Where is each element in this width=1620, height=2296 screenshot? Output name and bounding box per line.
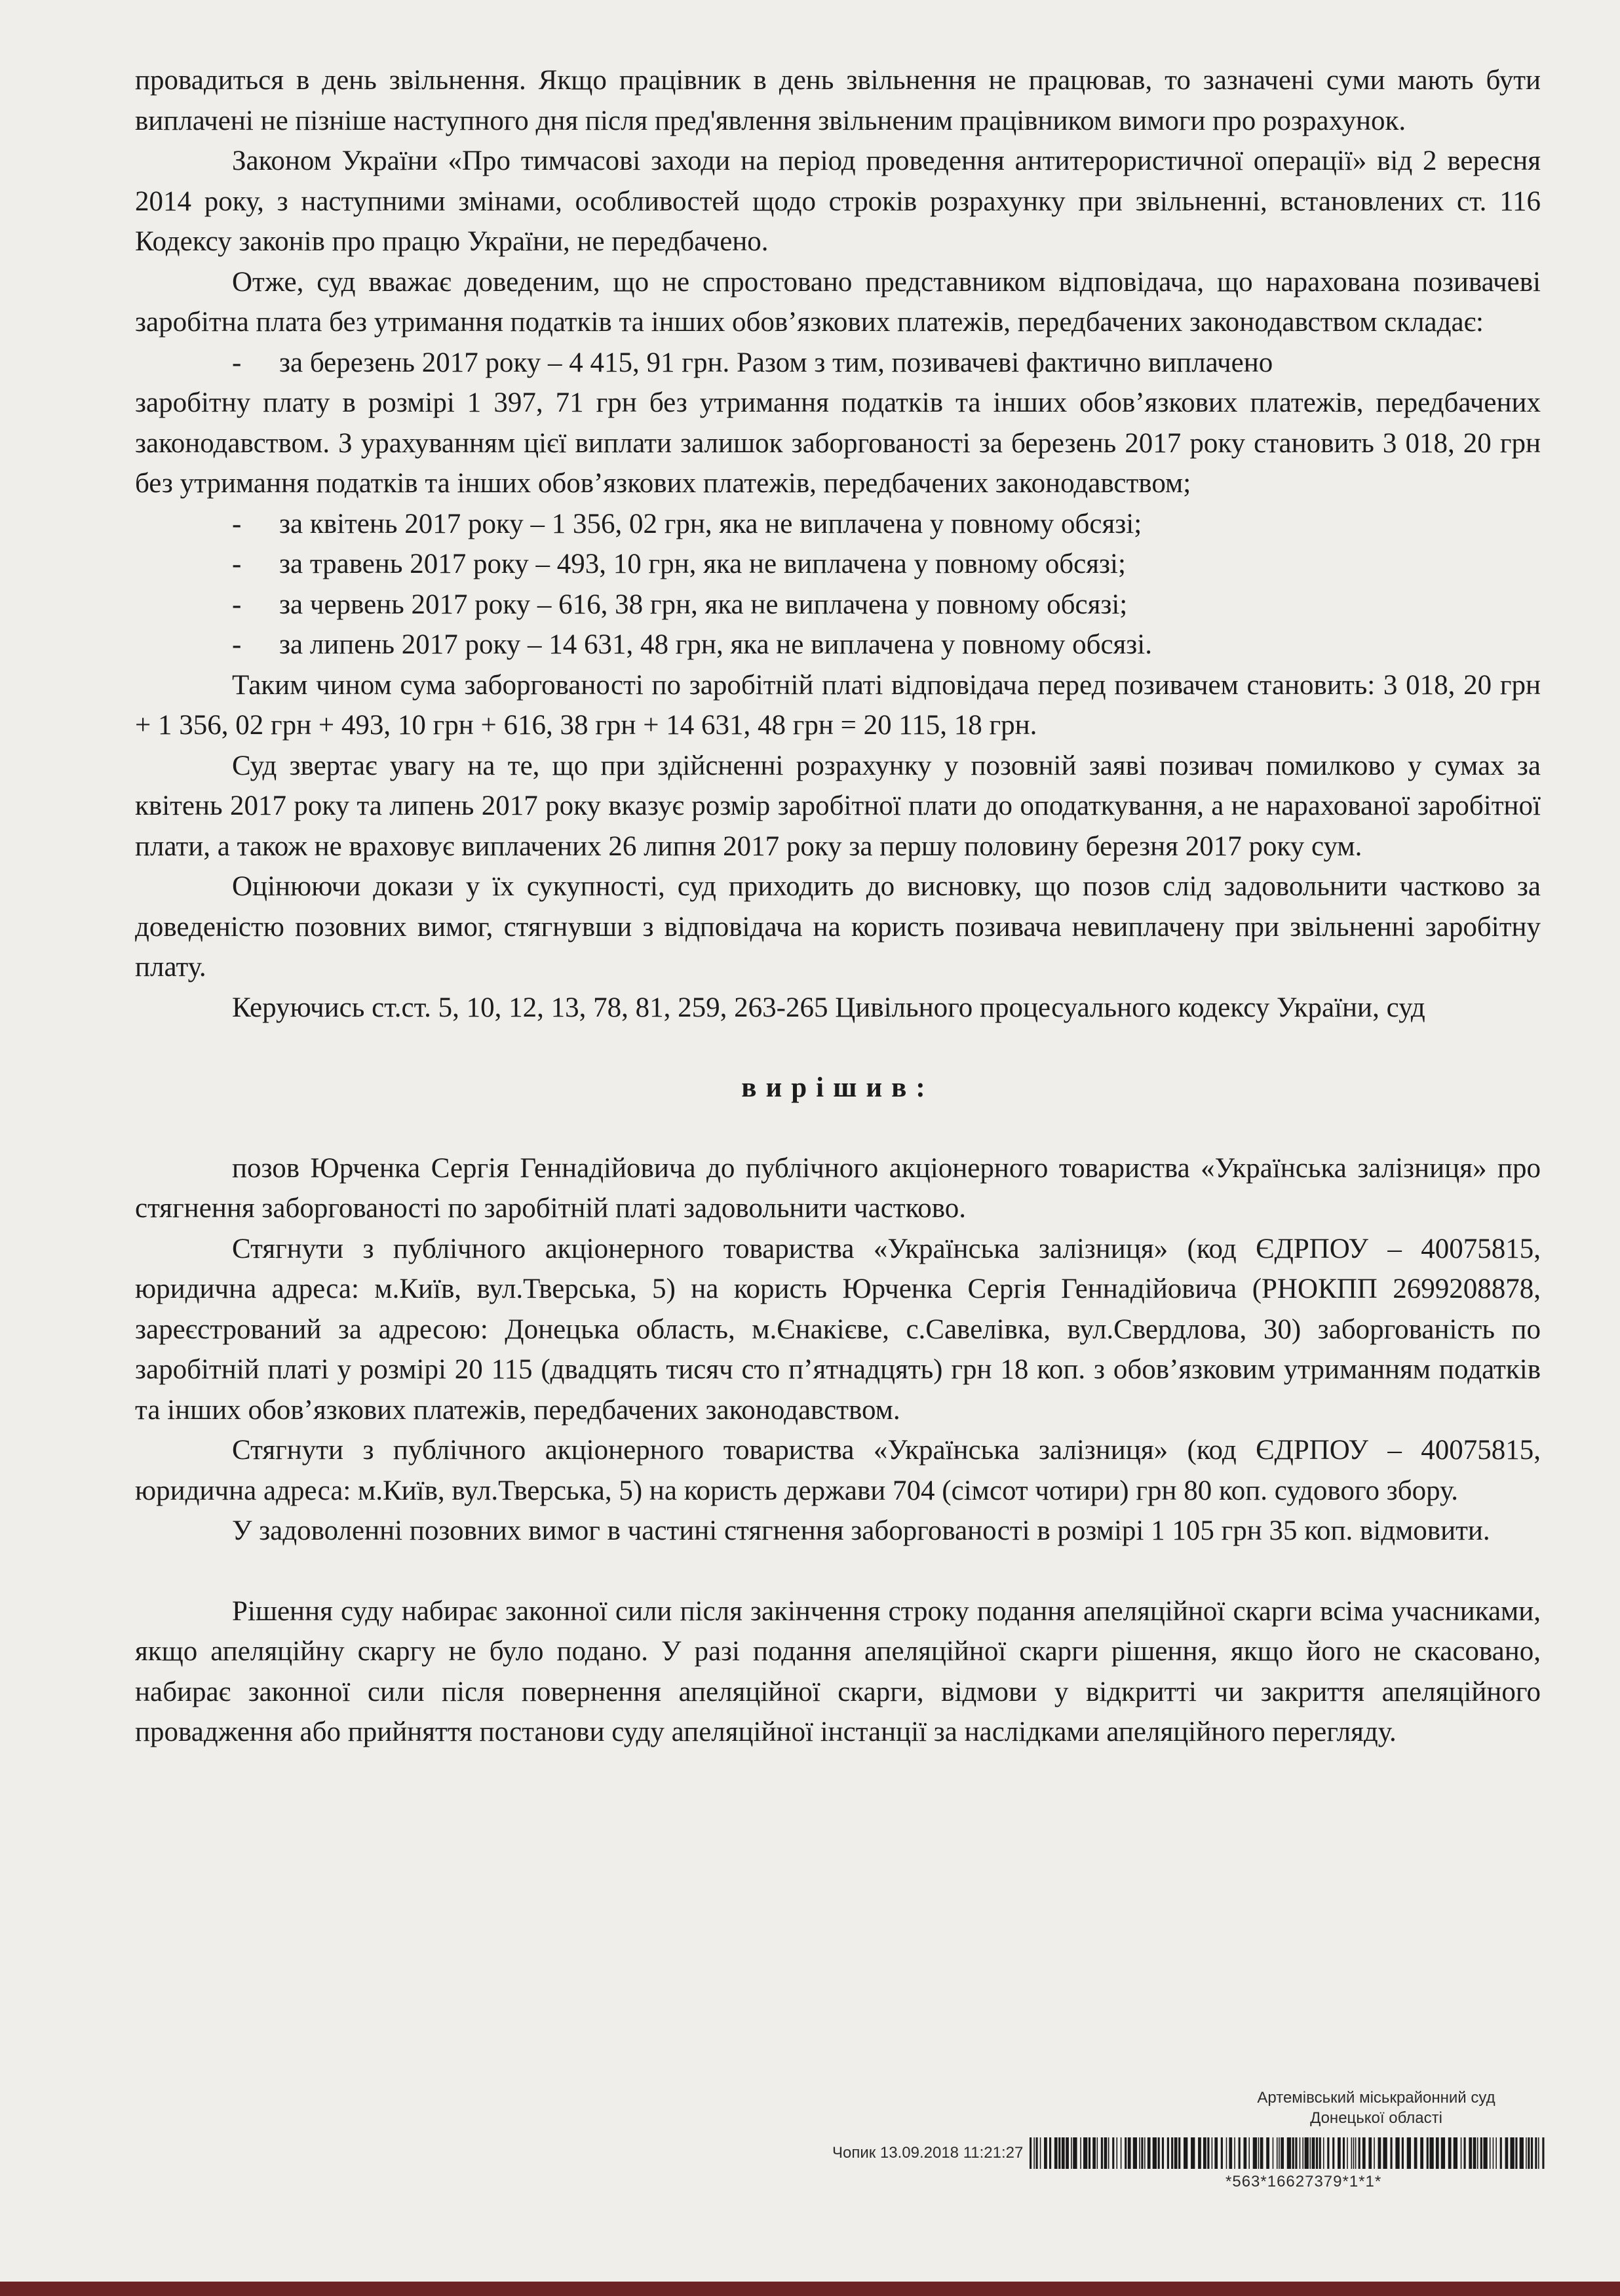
barcode-bar: [1535, 2137, 1537, 2169]
barcode-bar: [1323, 2137, 1324, 2169]
barcode-bar: [1477, 2137, 1478, 2169]
barcode-bar: [1305, 2137, 1309, 2169]
spacer: [135, 1108, 1541, 1148]
paragraph: Оцінюючи докази у їх сукупності, суд приходить до висновку, що позов слід задовольнити частково за доведеністю позовних вимог, стягнувши з відповідача на користь позивача невиплачену при звільненні заробітну плату.: [135, 871, 1541, 983]
barcode-bar: [1353, 2137, 1355, 2169]
list-dash: -: [232, 508, 242, 539]
barcode-bar: [1396, 2137, 1400, 2169]
sheet-edge: [0, 2282, 1620, 2296]
barcode-bar: [1054, 2137, 1058, 2169]
barcode-bar: [1212, 2137, 1213, 2169]
final-paragraph: Рішення суду набирає законної сили після закінчення строку подання апеляційної скарги всіма учасниками, якщо апеляційну скаргу не було подано. У разі подання апеляційної скарги рішення, якщо його не скасовано, набирає законної сили після повернення апеляційної скарги, відмови у відкритті чи закриття апеляційного провадження або прийняття постанови суду апеляційної інстанції за наслідками апеляційного перегляду.: [135, 1595, 1541, 1747]
barcode-bar: [1059, 2137, 1061, 2169]
barcode-bar: [1543, 2137, 1545, 2169]
list-item: [135, 544, 1541, 585]
barcode-bar: [1153, 2137, 1157, 2169]
barcode-bar: [1221, 2137, 1223, 2169]
barcode-bar: [1162, 2137, 1164, 2169]
barcode-bar: [1516, 2137, 1518, 2169]
barcode-bar: [1174, 2137, 1178, 2169]
barcode-bar: [1133, 2137, 1137, 2169]
barcode-bar: [1273, 2137, 1274, 2169]
barcode-bar: [1158, 2137, 1160, 2169]
decision-paragraph: У задоволенні позовних вимог в частині стягнення заборгованості в розмірі 1 105 грн 35 коп. відмовити.: [232, 1515, 1490, 1546]
list-dash: -: [232, 549, 242, 579]
spacer: [135, 1551, 1541, 1591]
barcode-bar: [1480, 2137, 1482, 2169]
barcode-bar: [1355, 2137, 1357, 2169]
list-dash: -: [232, 629, 242, 660]
barcode-icon: [1030, 2137, 1547, 2169]
barcode-bar: [1374, 2137, 1376, 2169]
barcode-bar: [1441, 2137, 1445, 2169]
barcode-bar: [1034, 2137, 1035, 2169]
barcode-bar: [1430, 2137, 1434, 2169]
barcode-bar: [1292, 2137, 1294, 2169]
list-item: [135, 625, 1541, 665]
barcode-bar: [1101, 2137, 1103, 2169]
paragraph: Отже, суд вважає доведеним, що не спростовано представником відповідача, що нарахована позивачеві заробітна плата без утримання податків та інших обов’язкових платежів, передбачених законодавством складає:: [135, 266, 1541, 338]
barcode-bar: [1303, 2137, 1304, 2169]
stamp-meta: Чопик 13.09.2018 11:21:27: [832, 2144, 1024, 2162]
paragraph: Законом України «Про тимчасові заходи на період проведення антитерористичної операції» від 2 вересня 2014 року, з наступними змінами, особливостей щодо строків розрахунку при звільненні, встановлених ст. 116 Кодексу законів про працю України, не передбачено.: [135, 146, 1541, 257]
decision-paragraph: Стягнути з публічного акціонерного товариства «Українська залізниця» (код ЄДРПОУ – 40075815, юридична адреса: м.Київ, вул.Тверська, 5) на користь Юрченка Сергія Геннадійовича (РНОКПП 2699208878, зареєстрований за адресою: Донецька область, м.Єнакієве, с.Савелівка, вул.Свердлова, 30) заборгованість по заробітній платі у розмірі 20 115 (двадцять тисяч сто п’ятнадцять) грн 18 коп. з обов’язковим утриманням податків та інших обов’язкових платежів, передбачених законодавством.: [135, 1233, 1541, 1426]
barcode-bar: [1049, 2137, 1051, 2169]
barcode-bar: [1338, 2137, 1341, 2169]
barcode-bar: [1142, 2137, 1144, 2169]
list-item-continuation: заробітну плату в розмірі 1 397, 71 грн без утримання податків та інших обов’язкових платежів, передбачених законодавством. З урахуванням цієї виплати залишок заборгованості за березень 2017 року становить 3 018, 20 грн без утримання податків та інших обов’язкових платежів, передбачених законодавством;: [135, 387, 1541, 499]
barcode-bar: [1402, 2137, 1404, 2169]
barcode-bar: [1500, 2137, 1502, 2169]
barcode-bar: [1343, 2137, 1345, 2169]
barcode-bar: [1407, 2137, 1411, 2169]
barcode-bar: [1469, 2137, 1473, 2169]
barcode-bar: [1421, 2137, 1424, 2169]
list-item: [135, 343, 1541, 383]
court-stamp: [832, 2088, 1547, 2225]
barcode-bar: [1279, 2137, 1280, 2169]
barcode-bar: [1258, 2137, 1260, 2169]
paragraph: провадиться в день звільнення. Якщо працівник в день звільнення не працював, то зазначені суми мають бути виплачені не пізніше наступного дня після пред'явлення звільненим працівником вимоги про розрахунок.: [135, 65, 1541, 136]
barcode-bar: [1208, 2137, 1210, 2169]
court-name-line: Артемівський міськрайонний суд: [1257, 2089, 1495, 2107]
list-item-text: за квітень 2017 року – 1 356, 02 грн, яка не виплачена у повному обсязі;: [279, 508, 1142, 539]
barcode-bar: [1310, 2137, 1311, 2169]
barcode-bar: [1071, 2137, 1072, 2169]
barcode-bar: [1316, 2137, 1318, 2169]
list-item: [135, 585, 1541, 625]
barcode-bar: [1148, 2137, 1151, 2169]
barcode-bar: [1249, 2137, 1250, 2169]
barcode-bar: [1198, 2137, 1201, 2169]
barcode-bar: [1461, 2137, 1462, 2169]
barcode-bar: [1140, 2137, 1141, 2169]
barcode-bar: [1244, 2137, 1247, 2169]
barcode-bar: [1347, 2137, 1349, 2169]
barcode-bar: [1097, 2137, 1098, 2169]
barcode-bar: [1093, 2137, 1096, 2169]
barcode-bar: [1044, 2137, 1047, 2169]
barcode-bar: [1121, 2137, 1122, 2169]
barcode-bar: [1351, 2137, 1353, 2169]
barcode-bar: [1473, 2137, 1476, 2169]
barcode-bar: [1464, 2137, 1466, 2169]
barcode-bar: [1203, 2137, 1206, 2169]
barcode-bar: [1104, 2137, 1108, 2169]
barcode-bar: [1300, 2137, 1301, 2169]
paragraph: Суд звертає увагу на те, що при здійсненні розрахунку у позовній заяві позивач помилково у сумах за квітень 2017 року та липень 2017 року вказує розмір заробітної плати до оподаткування, а не нарахованої заробітної плати, а також не враховує виплачених 26 липня 2017 року за першу половину березня 2017 року сум.: [135, 750, 1541, 862]
barcode-bar: [1448, 2137, 1452, 2169]
barcode-bar: [1538, 2137, 1539, 2169]
barcode-bar: [1511, 2137, 1514, 2169]
barcode-bar: [1281, 2137, 1284, 2169]
barcode-bar: [1369, 2137, 1372, 2169]
barcode-bar: [1040, 2137, 1041, 2169]
list-item-text: за березень 2017 року – 4 415, 91 грн. Разом з тим, позивачеві фактично виплачено: [279, 347, 1273, 378]
barcode-bar: [1144, 2137, 1146, 2169]
barcode-bar: [1125, 2137, 1127, 2169]
barcode-bar: [1454, 2137, 1457, 2169]
barcode-bar: [1528, 2137, 1530, 2169]
barcode-bar: [1484, 2137, 1488, 2169]
barcode-bar: [1359, 2137, 1360, 2169]
court-name: [1206, 2088, 1547, 2128]
barcode-bar: [1108, 2137, 1109, 2169]
barcode-bar: [1215, 2137, 1218, 2169]
barcode-bar: [1383, 2137, 1387, 2169]
barcode-bar: [1493, 2137, 1494, 2169]
barcode-bar: [1531, 2137, 1533, 2169]
barcode-bar: [1277, 2137, 1278, 2169]
barcode-bar: [1391, 2137, 1393, 2169]
barcode-bar: [1117, 2137, 1118, 2169]
barcode-bar: [1066, 2137, 1070, 2169]
barcode-bar: [1171, 2137, 1173, 2169]
barcode-bar: [1062, 2137, 1065, 2169]
barcode-bar: [1520, 2137, 1524, 2169]
list-dash: -: [232, 347, 242, 378]
decision-paragraph: позов Юрченка Сергія Геннадійовича до публічного акціонерного товариства «Українська залізниця» про стягнення заборгованості по заробітній платі задовольнити частково.: [135, 1152, 1541, 1224]
list-item-text: за травень 2017 року – 493, 10 грн, яка не виплачена у повному обсязі;: [279, 549, 1126, 579]
barcode-bar: [1328, 2137, 1330, 2169]
barcode-bar: [1081, 2137, 1082, 2169]
barcode-bar: [1332, 2137, 1334, 2169]
barcode-bar: [1296, 2137, 1298, 2169]
barcode-bar: [1287, 2137, 1291, 2169]
stamp-row: [832, 2133, 1547, 2173]
barcode-bar: [1073, 2137, 1077, 2169]
barcode-bar: [1253, 2137, 1257, 2169]
barcode-bar: [1191, 2137, 1195, 2169]
barcode-bar: [1362, 2137, 1366, 2169]
barcode-bar: [1226, 2137, 1227, 2169]
barcode-bar: [1235, 2137, 1236, 2169]
barcode-bar: [1178, 2137, 1180, 2169]
barcode-bar: [1113, 2137, 1115, 2169]
list-item: [135, 504, 1541, 545]
barcode-bar: [1184, 2137, 1187, 2169]
spacer: [135, 1028, 1541, 1068]
barcode-bar: [1490, 2137, 1491, 2169]
decision-paragraph: Стягнути з публічного акціонерного товариства «Українська залізниця» (код ЄДРПОУ – 40075815, юридична адреса: м.Київ, вул.Тверська, 5) на користь держави 704 (сімсот чотири) грн 80 коп. судового збору.: [135, 1435, 1541, 1506]
barcode-bar: [1036, 2137, 1038, 2169]
barcode-bar: [1319, 2137, 1321, 2169]
barcode-bar: [1267, 2137, 1270, 2169]
barcode-bar: [1030, 2137, 1032, 2169]
barcode-bar: [1505, 2137, 1509, 2169]
list-item-text: за червень 2017 року – 616, 38 грн, яка не виплачена у повному обсязі;: [279, 589, 1128, 620]
barcode-bar: [1229, 2137, 1233, 2169]
barcode-bar: [1414, 2137, 1418, 2169]
barcode-bar: [1089, 2137, 1090, 2169]
barcode-bar: [1436, 2137, 1439, 2169]
barcode-bar: [1239, 2137, 1241, 2169]
paragraph: Таким чином сума заборгованості по заробітній платі відповідача перед позивачем становить: 3 018, 20 грн + 1 356, 02 грн + 493, 10 грн + 616, 38 грн + 14 631, 48 грн = 20 115, 18 грн.: [135, 669, 1541, 741]
barcode-bar: [1526, 2137, 1527, 2169]
list-dash: -: [232, 589, 242, 620]
paragraph: Керуючись ст.ст. 5, 10, 12, 13, 78, 81, 259, 263-265 Цивільного процесуального кодексу України, суд: [232, 992, 1425, 1023]
barcode-bar: [1128, 2137, 1131, 2169]
barcode-bar: [1427, 2137, 1429, 2169]
decision-heading: вирішив:: [741, 1072, 935, 1103]
barcode-code: *563*16627379*1*1*: [1225, 2173, 1382, 2190]
barcode-bar: [1260, 2137, 1263, 2169]
barcode-bar: [1167, 2137, 1169, 2169]
barcode-bar: [1496, 2137, 1497, 2169]
list-item-text: за липень 2017 року – 14 631, 48 грн, яка не виплачена у повному обсязі.: [279, 629, 1152, 660]
barcode-bar: [1378, 2137, 1381, 2169]
document-body: [135, 60, 1541, 1753]
court-name-line: Донецької області: [1310, 2109, 1442, 2127]
barcode-bar: [1083, 2137, 1087, 2169]
barcode-bar: [1312, 2137, 1315, 2169]
